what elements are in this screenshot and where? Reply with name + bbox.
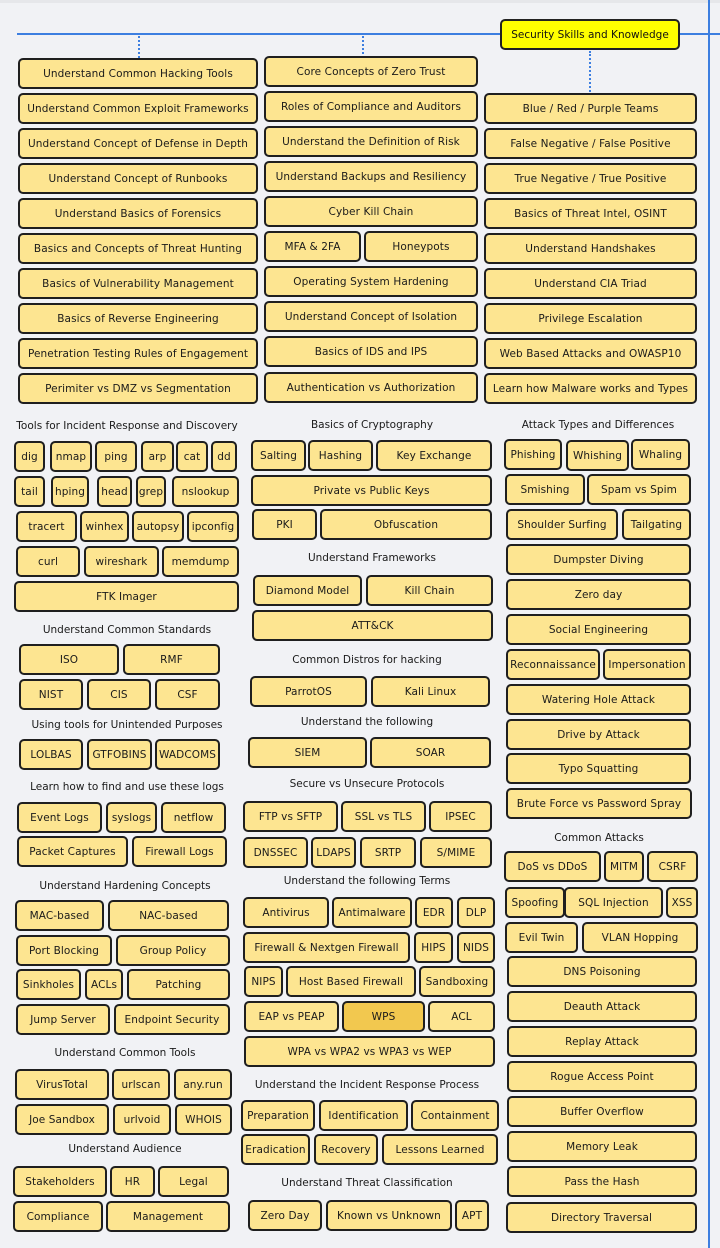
node-rmf[interactable]: RMF [123, 644, 220, 675]
unintended-group-title: Using tools for Unintended Purposes [31, 719, 223, 731]
node-dlp[interactable]: DLP [457, 897, 495, 928]
node-dos-vs-ddos[interactable]: DoS vs DDoS [504, 851, 601, 882]
node-understand-handshakes[interactable]: Understand Handshakes [484, 233, 697, 264]
node-tail[interactable]: tail [14, 476, 45, 507]
node-compliance[interactable]: Compliance [13, 1201, 103, 1232]
node-preparation[interactable]: Preparation [241, 1100, 315, 1131]
node-nist[interactable]: NIST [19, 679, 83, 710]
node-nslookup[interactable]: nslookup [172, 476, 239, 507]
node-recovery[interactable]: Recovery [314, 1134, 378, 1165]
node-understand-backups-and-resiliency[interactable]: Understand Backups and Resiliency [264, 161, 478, 192]
node-stakeholders[interactable]: Stakeholders [13, 1166, 107, 1197]
standards-group-title: Understand Common Standards [42, 624, 212, 636]
node-perimiter-vs-dmz-vs-segmentation[interactable]: Perimiter vs DMZ vs Segmentation [18, 373, 258, 404]
node-ping[interactable]: ping [95, 441, 137, 472]
node-curl[interactable]: curl [16, 546, 80, 577]
logs-group-title: Learn how to find and use these logs [30, 781, 224, 793]
node-directory-traversal[interactable]: Directory Traversal [506, 1202, 697, 1233]
node-tracert[interactable]: tracert [16, 511, 77, 542]
node-kill-chain[interactable]: Kill Chain [366, 575, 493, 606]
node-jump-server[interactable]: Jump Server [16, 1004, 110, 1035]
node-s-mime[interactable]: S/MIME [420, 837, 492, 868]
node-salting[interactable]: Salting [251, 440, 306, 471]
node-head[interactable]: head [97, 476, 132, 507]
node-diamond-model[interactable]: Diamond Model [253, 575, 362, 606]
node-rogue-access-point[interactable]: Rogue Access Point [507, 1061, 697, 1092]
node-sandboxing[interactable]: Sandboxing [419, 966, 495, 997]
node-tailgating[interactable]: Tailgating [622, 509, 691, 540]
hardening-group-title: Understand Hardening Concepts [39, 880, 211, 892]
node-any-run[interactable]: any.run [174, 1069, 232, 1100]
node-vlan-hopping[interactable]: VLAN Hopping [582, 922, 698, 953]
node-sql-injection[interactable]: SQL Injection [564, 887, 663, 918]
node-spoofing[interactable]: Spoofing [505, 887, 565, 918]
node-operating-system-hardening[interactable]: Operating System Hardening [264, 266, 478, 297]
node-eap-vs-peap[interactable]: EAP vs PEAP [244, 1001, 339, 1032]
node-acls[interactable]: ACLs [85, 969, 123, 1000]
node-virustotal[interactable]: VirusTotal [15, 1069, 109, 1100]
node-hips[interactable]: HIPS [414, 932, 453, 963]
connector-dotted-col3 [589, 51, 591, 92]
node-social-engineering[interactable]: Social Engineering [506, 614, 691, 645]
node-dumpster-diving[interactable]: Dumpster Diving [506, 544, 691, 575]
node-whaling[interactable]: Whaling [631, 439, 690, 470]
node-mitm[interactable]: MITM [604, 851, 644, 882]
node-ldaps[interactable]: LDAPS [311, 837, 356, 868]
node-nac-based[interactable]: NAC-based [108, 900, 229, 931]
node-memdump[interactable]: memdump [162, 546, 239, 577]
node-impersonation[interactable]: Impersonation [603, 649, 691, 680]
node-understand-basics-of-forensics[interactable]: Understand Basics of Forensics [18, 198, 258, 229]
node-ssl-vs-tls[interactable]: SSL vs TLS [341, 801, 426, 832]
node-phishing[interactable]: Phishing [504, 439, 562, 470]
node-lolbas[interactable]: LOLBAS [19, 739, 83, 770]
node-deauth-attack[interactable]: Deauth Attack [507, 991, 697, 1022]
node-false-negative-false-positive[interactable]: False Negative / False Positive [484, 128, 697, 159]
node-understand-concept-of-defense-in-depth[interactable]: Understand Concept of Defense in Depth [18, 128, 258, 159]
node-cyber-kill-chain[interactable]: Cyber Kill Chain [264, 196, 478, 227]
node-smishing[interactable]: Smishing [505, 474, 585, 505]
node-hping[interactable]: hping [51, 476, 89, 507]
node-spam-vs-spim[interactable]: Spam vs Spim [587, 474, 691, 505]
node-mfa-2fa[interactable]: MFA & 2FA [264, 231, 361, 262]
node-siem[interactable]: SIEM [248, 737, 367, 768]
node-whishing[interactable]: Whishing [566, 440, 629, 471]
node-host-based-firewall[interactable]: Host Based Firewall [286, 966, 416, 997]
top-edge [0, 0, 720, 3]
node-apt[interactable]: APT [455, 1200, 489, 1231]
node-pki[interactable]: PKI [252, 509, 317, 540]
node-legal[interactable]: Legal [158, 1166, 229, 1197]
node-core-concepts-of-zero-trust[interactable]: Core Concepts of Zero Trust [264, 56, 478, 87]
connector-dotted-col1 [138, 36, 140, 58]
node-sinkholes[interactable]: Sinkholes [16, 969, 81, 1000]
node-firewall-logs[interactable]: Firewall Logs [132, 836, 227, 867]
node-private-vs-public-keys[interactable]: Private vs Public Keys [251, 475, 492, 506]
node-penetration-testing-rules-of-engagement[interactable]: Penetration Testing Rules of Engagement [18, 338, 258, 369]
crypto-group-title: Basics of Cryptography [310, 419, 434, 431]
node-whois[interactable]: WHOIS [175, 1104, 232, 1135]
node-dig[interactable]: dig [14, 441, 45, 472]
node-basics-of-vulnerability-management[interactable]: Basics of Vulnerability Management [18, 268, 258, 299]
root-node[interactable]: Security Skills and Knowledge [500, 19, 680, 50]
node-obfuscation[interactable]: Obfuscation [320, 509, 492, 540]
node-urlvoid[interactable]: urlvoid [113, 1104, 171, 1135]
node-cis[interactable]: CIS [87, 679, 151, 710]
node-netflow[interactable]: netflow [161, 802, 226, 833]
node-understand-the-definition-of-risk[interactable]: Understand the Definition of Risk [264, 126, 478, 157]
node-brute-force-vs-password-spray[interactable]: Brute Force vs Password Spray [506, 788, 692, 819]
node-drive-by-attack[interactable]: Drive by Attack [506, 719, 691, 750]
frameworks-group-title: Understand Frameworks [307, 552, 437, 564]
node-endpoint-security[interactable]: Endpoint Security [114, 1004, 230, 1035]
node-cat[interactable]: cat [176, 441, 208, 472]
node-watering-hole-attack[interactable]: Watering Hole Attack [506, 684, 691, 715]
node-zero-day[interactable]: Zero Day [248, 1200, 322, 1231]
node-understand-common-exploit-frameworks[interactable]: Understand Common Exploit Frameworks [18, 93, 258, 124]
node-known-vs-unknown[interactable]: Known vs Unknown [326, 1200, 452, 1231]
node-winhex[interactable]: winhex [80, 511, 129, 542]
protocols-group-title: Secure vs Unsecure Protocols [289, 778, 445, 790]
node-basics-of-reverse-engineering[interactable]: Basics of Reverse Engineering [18, 303, 258, 334]
node-dnssec[interactable]: DNSSEC [243, 837, 308, 868]
node-att-ck[interactable]: ATT&CK [252, 610, 493, 641]
node-roles-of-compliance-and-auditors[interactable]: Roles of Compliance and Auditors [264, 91, 478, 122]
node-understand-common-hacking-tools[interactable]: Understand Common Hacking Tools [18, 58, 258, 89]
node-hashing[interactable]: Hashing [308, 440, 373, 471]
node-privilege-escalation[interactable]: Privilege Escalation [484, 303, 697, 334]
node-containment[interactable]: Containment [411, 1100, 499, 1131]
node-zero-day[interactable]: Zero day [506, 579, 691, 610]
node-reconnaissance[interactable]: Reconnaissance [506, 649, 600, 680]
distros-group-title: Common Distros for hacking [292, 654, 442, 666]
common-tools-group-title: Understand Common Tools [54, 1047, 196, 1059]
node-nids[interactable]: NIDS [457, 932, 495, 963]
node-srtp[interactable]: SRTP [360, 837, 416, 868]
node-blue-red-purple-teams[interactable]: Blue / Red / Purple Teams [484, 93, 697, 124]
node-ftp-vs-sftp[interactable]: FTP vs SFTP [243, 801, 338, 832]
node-firewall-nextgen-firewall[interactable]: Firewall & Nextgen Firewall [243, 932, 410, 963]
node-acl[interactable]: ACL [428, 1001, 495, 1032]
threat-class-group-title: Understand Threat Classification [281, 1177, 453, 1189]
node-wadcoms[interactable]: WADCOMS [155, 739, 220, 770]
node-buffer-overflow[interactable]: Buffer Overflow [507, 1096, 697, 1127]
node-management[interactable]: Management [106, 1201, 230, 1232]
node-basics-of-ids-and-ips[interactable]: Basics of IDS and IPS [264, 336, 478, 367]
following-group-title: Understand the following [300, 716, 434, 728]
node-wireshark[interactable]: wireshark [84, 546, 159, 577]
node-port-blocking[interactable]: Port Blocking [16, 935, 112, 966]
node-parrotos[interactable]: ParrotOS [250, 676, 367, 707]
node-memory-leak[interactable]: Memory Leak [507, 1131, 697, 1162]
ir-process-group-title: Understand the Incident Response Process [254, 1079, 480, 1091]
node-antivirus[interactable]: Antivirus [243, 897, 329, 928]
node-key-exchange[interactable]: Key Exchange [376, 440, 492, 471]
node-patching[interactable]: Patching [127, 969, 230, 1000]
node-identification[interactable]: Identification [319, 1100, 408, 1131]
common-attacks-group-title: Common Attacks [554, 832, 644, 844]
node-basics-of-threat-intel-osint[interactable]: Basics of Threat Intel, OSINT [484, 198, 697, 229]
node-csrf[interactable]: CSRF [647, 851, 698, 882]
node-syslogs[interactable]: syslogs [106, 802, 157, 833]
node-gtfobins[interactable]: GTFOBINS [87, 739, 152, 770]
node-kali-linux[interactable]: Kali Linux [371, 676, 490, 707]
node-mac-based[interactable]: MAC-based [15, 900, 104, 931]
node-web-based-attacks-and-owasp10[interactable]: Web Based Attacks and OWASP10 [484, 338, 697, 369]
node-shoulder-surfing[interactable]: Shoulder Surfing [506, 509, 618, 540]
node-basics-and-concepts-of-threat-hunting[interactable]: Basics and Concepts of Threat Hunting [18, 233, 258, 264]
node-understand-concept-of-isolation[interactable]: Understand Concept of Isolation [264, 301, 478, 332]
node-dd[interactable]: dd [211, 441, 237, 472]
node-csf[interactable]: CSF [155, 679, 220, 710]
node-eradication[interactable]: Eradication [241, 1134, 310, 1165]
node-edr[interactable]: EDR [415, 897, 453, 928]
node-dns-poisoning[interactable]: DNS Poisoning [507, 956, 697, 987]
node-event-logs[interactable]: Event Logs [17, 802, 102, 833]
node-nips[interactable]: NIPS [244, 966, 283, 997]
node-packet-captures[interactable]: Packet Captures [17, 836, 128, 867]
node-authentication-vs-authorization[interactable]: Authentication vs Authorization [264, 372, 478, 403]
node-grep[interactable]: grep [136, 476, 166, 507]
connector-dotted-col2 [362, 36, 364, 54]
node-xss[interactable]: XSS [666, 887, 698, 918]
node-true-negative-true-positive[interactable]: True Negative / True Positive [484, 163, 697, 194]
node-replay-attack[interactable]: Replay Attack [507, 1026, 697, 1057]
node-group-policy[interactable]: Group Policy [116, 935, 230, 966]
node-hr[interactable]: HR [110, 1166, 155, 1197]
node-lessons-learned[interactable]: Lessons Learned [382, 1134, 498, 1165]
node-ftk-imager[interactable]: FTK Imager [14, 581, 239, 612]
connector-vertical [708, 0, 710, 1248]
node-understand-concept-of-runbooks[interactable]: Understand Concept of Runbooks [18, 163, 258, 194]
terms-group-title: Understand the following Terms [283, 875, 451, 887]
node-urlscan[interactable]: urlscan [112, 1069, 170, 1100]
node-understand-cia-triad[interactable]: Understand CIA Triad [484, 268, 697, 299]
node-evil-twin[interactable]: Evil Twin [505, 922, 578, 953]
node-learn-how-malware-works-and-types[interactable]: Learn how Malware works and Types [484, 373, 697, 404]
node-autopsy[interactable]: autopsy [132, 511, 184, 542]
attack-types-group-title: Attack Types and Differences [521, 419, 675, 431]
node-typo-squatting[interactable]: Typo Squatting [506, 753, 691, 784]
node-wps[interactable]: WPS [342, 1001, 425, 1032]
node-iso[interactable]: ISO [19, 644, 119, 675]
node-joe-sandbox[interactable]: Joe Sandbox [15, 1104, 109, 1135]
tools-ir-group-title: Tools for Incident Response and Discovery [16, 420, 238, 432]
node-wpa-vs-wpa2-vs-wpa3-vs-wep[interactable]: WPA vs WPA2 vs WPA3 vs WEP [244, 1036, 495, 1067]
node-honeypots[interactable]: Honeypots [364, 231, 478, 262]
node-ipconfig[interactable]: ipconfig [187, 511, 239, 542]
node-pass-the-hash[interactable]: Pass the Hash [507, 1166, 697, 1197]
node-soar[interactable]: SOAR [370, 737, 491, 768]
node-antimalware[interactable]: Antimalware [332, 897, 412, 928]
node-arp[interactable]: arp [141, 441, 174, 472]
node-nmap[interactable]: nmap [50, 441, 92, 472]
audience-group-title: Understand Audience [68, 1143, 182, 1155]
node-ipsec[interactable]: IPSEC [429, 801, 492, 832]
